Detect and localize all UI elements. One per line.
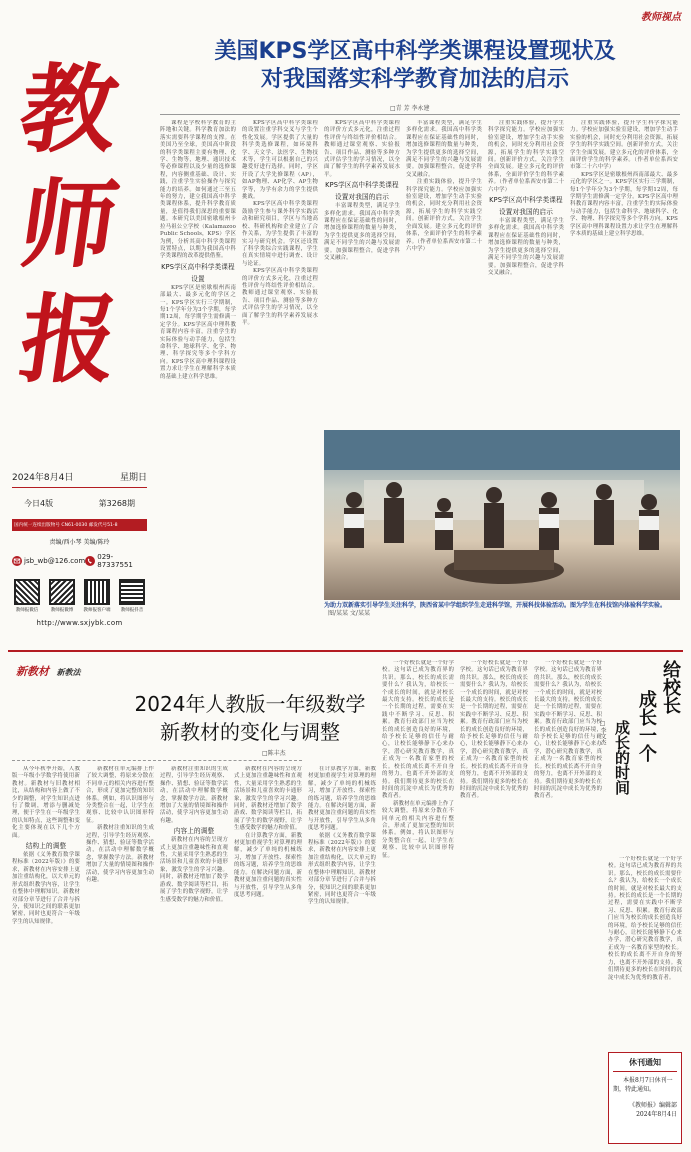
paragraph: 丰富课程类型，满足学生多样化需求。我国高中科学类课程应在保证基础性的同时，增加选修课程的数量与种类，为学生提供更多的选择空间，满足不同学生的兴趣与发展需要。加强课程整合，促进学科交叉融合。 xyxy=(406,120,482,178)
caption-credit: 图/某某 文/某某 xyxy=(328,610,370,617)
paragraph: 课程是学校科学教育的主阵地和关键。科学教育加法的落实需要科学课程的支撑。在美国乃至全球，美国高中阶段的科学类课程主要有物理、化学、生物等，地理、通识技术等必修课程以及少量的选修课程，内容侧重基础、设计、实践，注重学生实验操作与探究能力的培养。如何通过三至五年的努力，建立我国高中科学类课程体系，提升科学教育质量，是值得我们深思的重要课题。本研究以美国密歇根州卡拉马祖公立学校（Kalamazoo Public Schools，KPS）学区为例，分析其高中科学类课程设置特点，以期为我国高中科学类课程的改革提供借鉴。 xyxy=(160,120,236,260)
bottom-col-1 xyxy=(12,766,80,1146)
paragraph: KPS学区高中科学类课程鼓励学生参与课外科学实践活动和研究项目，学区与当地高校、科研机构和企业建立了合作关系，为学生提供了丰富的实习与研究机会。学区还设置了科学类综合实践课程，学生在真实情境中进行调查、设计与论证。 xyxy=(242,201,318,267)
side-col-b xyxy=(534,660,602,1146)
qr-code-icon xyxy=(119,579,145,605)
top-col-3 xyxy=(324,120,400,420)
phone-contact xyxy=(85,553,147,569)
subhead: 内容上的调整 xyxy=(173,827,215,836)
qr-label: 教师报微博 xyxy=(50,608,74,613)
email-contact xyxy=(12,556,85,566)
section-logo-line1: 新教材 xyxy=(16,665,49,678)
caption-text: 为助力双新落实引导学生关注科学，陕西省某中学组织学生走进科学馆，开展科技体验活动。图为学生在科技馆内体验科学实验。 xyxy=(324,602,667,609)
top-col-5 xyxy=(488,120,564,420)
notice-title: 休刊通知 xyxy=(613,1057,677,1072)
masthead xyxy=(0,0,150,460)
side-col-c xyxy=(608,856,682,1046)
qr-block-2[interactable] xyxy=(47,579,77,613)
website-link[interactable]: http://www.sxjybk.com xyxy=(36,619,123,627)
bottom-title-line1: 2024年人教版一年级数学 xyxy=(134,692,366,716)
paragraph: 新教材在单元编排上作了较大调整，将原来分散在不同单元的相关内容进行整合，形成了更加完整的知识体系。例如，将认识图形与分类整合在一起，让学生在观察、比较中认识图形特征。 xyxy=(86,766,154,824)
paragraph: KPS学区是密歇根州西南部最大、最多元化的学区之一。KPS学区实行三学期制，每1个学年分为3个学期，每学期12周，每学期学生需修满一定学分。KPS学区高中理科教育课程内容丰富，注重学生的实际体验与动手能力，包括生命科学、地球科学、化学、物理、科学探究等多个学科方向。KPS学区高中理科课程设置力求让学生在理解科学本质的基础上建立科学思维。 xyxy=(570,171,678,238)
envelope-icon xyxy=(12,556,22,566)
top-col-4 xyxy=(406,120,482,420)
subhead: KPS学区高中科学类课程设置 xyxy=(161,262,235,283)
paragraph: 在计算教学方面，新教材更加重视学生对算理的理解，减少了单纯的机械练习，增加了开放性、探索性的练习题，培养学生的思维能力。在解决问题方面，新教材更加注重问题的真实性与开放性，引导学生从多角度思考问题。 xyxy=(308,766,376,832)
bottom-col-5 xyxy=(308,766,376,1146)
notice-box xyxy=(608,1052,682,1144)
qr-code-icon xyxy=(84,579,110,605)
top-article-rule xyxy=(160,114,680,115)
bottom-article-byline: □陈丰杰 xyxy=(262,750,286,757)
top-col-2 xyxy=(242,120,318,600)
section-logo-line2: 新教法 xyxy=(56,667,81,677)
side-column-byline: □李文杰 xyxy=(599,720,606,745)
paragraph: 依据《义务教育数学课程标准（2022年版）》的要求，新教材在内容安排上更加注重结构化，以大单元的形式组织教学内容，让学生在整体中理解知识。新教材对部分章节进行了合并与拆分，使知识之间的联系更加紧密，同时也更符合一年级学生的认知规律。 xyxy=(12,852,80,925)
qr-block-1[interactable] xyxy=(12,579,42,613)
paragraph: 注重实践体验，提升学生科学探究能力。学校应加强实验室建设，增加学生动手实验的机会，同时充分利用社会资源，拓展学生的科学实践空间。创新评价方式，关注学生全面发展。建立多元化的评价体系，全面评价学生的科学素养。（作者单位系西安市第二十六中学） xyxy=(570,120,678,171)
paragraph: 一个好校长就是一个好学校。这句话已成为教育界的共识。那么，校长的成长需要什么？我认为，给校长一个成长的时间，就是对校长最大的支持。校长的成长是一个长期的过程，需要在实践中不断学习、反思、积累。教育行政部门应当为校长的成长创造良好的环境，给予校长足够的信任与耐心，让校长能够静下心来办学，潜心研究教育教学，真正成为一名教育家型的校长。校长的成长离不开自身的努力，也离不开外部的支持。我们期待更多的校长在时间的沉淀中成长为优秀的教育者。 xyxy=(382,660,454,800)
photo-scene xyxy=(324,430,680,600)
paragraph: 在计算教学方面，新教材更加重视学生对算理的理解，减少了单纯的机械练习，增加了开放性、探索性的练习题，培养学生的思维能力。在解决问题方面，新教材更加注重问题的真实性与开放性，引导学生从多角度思考问题。 xyxy=(234,832,302,898)
qr-label: 教师报微信 xyxy=(15,608,39,613)
side-column-title xyxy=(608,660,680,850)
issue-number: 第3268期 xyxy=(98,499,135,508)
top-article-title xyxy=(150,38,680,94)
paragraph: 一个好校长就是一个好学校。这句话已成为教育界的共识。那么，校长的成长需要什么？我认为，给校长一个成长的时间，就是对校长最大的支持。校长的成长是一个长期的过程，需要在实践中不断学习、反思、积累。教育行政部门应当为校长的成长创造良好的环境，给予校长足够的信任与耐心，让校长能够静下心来办学，潜心研究教育教学，真正成为一名教育家型的校长。校长的成长离不开自身的努力，也离不开外部的支持。我们期待更多的校长在时间的沉淀中成长为优秀的教育者。 xyxy=(534,660,602,800)
corner-tag: 教师视点 xyxy=(641,12,681,23)
pages-row xyxy=(12,498,147,509)
paragraph: 新教材在内容的呈现方式上更加注重趣味性和直观性，大量采用学生熟悉的生活场景和儿童喜欢的卡通形象，激发学生的学习兴趣。同时，新教材还增加了数学游戏、数学阅读等栏目，拓展了学生的数学视野，让学生感受数学的魅力和价值。 xyxy=(234,766,302,832)
qr-code-icon xyxy=(49,579,75,605)
side-title-line2: 成长一个 xyxy=(636,690,657,762)
issue-date-row xyxy=(12,470,147,488)
side-title-line1: 给校长 xyxy=(660,660,681,714)
notice-date: 2024年8月4日 xyxy=(636,1111,677,1118)
qr-row xyxy=(12,579,147,613)
paragraph: 一个好校长就是一个好学校。这句话已成为教育界的共识。那么，校长的成长需要什么？我认为，给校长一个成长的时间，就是对校长最大的支持。校长的成长是一个长期的过程，需要在实践中不断学习、反思、积累。教育行政部门应当为校长的成长创造良好的环境，给予校长足够的信任与耐心，让校长能够静下心来办学，潜心研究教育教学，真正成为一名教育家型的校长。校长的成长离不开自身的努力，也离不开外部的支持。我们期待更多的校长在时间的沉淀中成长为优秀的教育者。 xyxy=(460,660,528,800)
paragraph: KPS学区高中科学类课程的评价方式多元化，注重过程性评价与终结性评价相结合。教师通过课堂观察、实验报告、项目作品、测验等多种方式评估学生的学习情况，以全面了解学生的科学素养发展水平。 xyxy=(324,120,400,178)
left-info-panel xyxy=(12,470,147,627)
top-title-line1: 美国KPS学区高中科学类课程设置现状及 xyxy=(214,39,616,64)
phone-text[interactable]: 029-87337551 xyxy=(97,553,133,569)
qr-block-3[interactable] xyxy=(82,579,112,613)
subhead: KPS学区高中科学类课程设置对我国的启示 xyxy=(325,181,399,202)
editor-line: 责编/西小琴 美编/陈玲 xyxy=(49,539,110,546)
notice-text: 本报8月7日休刊一期，特此通知。 xyxy=(613,1077,673,1093)
contact-row xyxy=(12,553,147,569)
photo-caption xyxy=(324,602,680,618)
paragraph: 新教材在内容的呈现方式上更加注重趣味性和直观性，大量采用学生熟悉的生活场景和儿童喜欢的卡通形象，激发学生的学习兴趣。同时，新教材还增加了数学游戏、数学阅读等栏目，拓展了学生的数学视野，让学生感受数学的魅力和价值。 xyxy=(160,837,228,903)
top-col-6 xyxy=(570,120,678,420)
cn-line: 国内统一连续出版物号 CN61-0030 邮发代号51-8 xyxy=(12,519,147,531)
news-photo xyxy=(324,430,680,600)
issue-date: 2024年8月4日 xyxy=(12,473,74,483)
section-divider xyxy=(8,650,683,652)
paragraph: 从今年秋季开始，人教版一年级小学数学将使用新教材。新教材与旧教材相比，从结构和内容上做了不少的调整，对学生知识点进行了微调，增添与删减处理，便于学生在一年级学生的认知特点，这些调整和变化主要体现在以下几个方面。 xyxy=(12,766,80,839)
bottom-col-4 xyxy=(234,766,302,1146)
bottom-col-3 xyxy=(160,766,228,1146)
subhead: 结构上的调整 xyxy=(25,842,67,851)
paragraph: KPS学区是密歇根州西南部最大、最多元化的学区之一。KPS学区实行三学期制，每1个学年分为3个学期，每学期12周，每学期学生需修满一定学分。KPS学区高中理科教育课程内容丰富，注重学生的实际体验与动手能力，包括生命科学、地球科学、化学、物理、科学探究等多个学科方向。KPS学区高中理科课程设置力求让学生在理解科学本质的基础上建立科学思维。 xyxy=(160,284,236,380)
bottom-byline-rule xyxy=(12,760,302,761)
page-count: 今日4版 xyxy=(24,499,54,508)
side-col-a xyxy=(460,660,528,1146)
paragraph: 注重实践体验，提升学生科学探究能力。学校应加强实验室建设，增加学生动手实验的机会，同时充分利用社会资源，拓展学生的科学实践空间。创新评价方式，关注学生全面发展。建立多元化的评价体系，全面评价学生的科学素养。（作者单位系西安市第二十六中学） xyxy=(406,179,482,252)
top-col-1 xyxy=(160,120,236,600)
paragraph: 注重实践体验，提升学生科学探究能力。学校应加强实验室建设，增加学生动手实验的机会，同时充分利用社会资源，拓展学生的科学实践空间。创新评价方式，关注学生全面发展。建立多元化的评价体系，全面评价学生的科学素养。（作者单位系西安市第二十六中学） xyxy=(488,120,564,193)
bottom-col-6 xyxy=(382,660,454,1146)
masthead-char-3: 报 xyxy=(13,283,126,396)
paragraph: KPS学区高中科学类课程的设置注重学科交叉与学生个性化发展。学区提供了大量的科学类选修课程，如环境科学、天文学、法医学、生物技术等，学生可以根据自己的兴趣爱好进行选择。同时，学区开设了大学先修课程（AP），如AP物理、AP化学、AP生物学等，为学有余力的学生提供挑战。 xyxy=(242,120,318,201)
masthead-char-1: 教 xyxy=(13,53,126,166)
top-article-byline: □青 芳 李永建 xyxy=(390,105,430,112)
qr-label: 教师报客户端 xyxy=(83,608,111,613)
subhead: KPS学区高中科学类课程设置对我国的启示 xyxy=(489,196,563,217)
bottom-col-2 xyxy=(86,766,154,1146)
paragraph: 一个好校长就是一个好学校。这句话已成为教育界的共识。那么，校长的成长需要什么？我认为，给校长一个成长的时间，就是对校长最大的支持。校长的成长是一个长期的过程，需要在实践中不断学习、反思、积累。教育行政部门应当为校长的成长创造良好的环境，给予校长足够的信任与耐心，让校长能够静下心来办学，潜心研究教育教学，真正成为一名教育家型的校长。校长的成长离不开自身的努力，也离不开外部的支持。我们期待更多的校长在时间的沉淀中成长为优秀的教育者。 xyxy=(608,856,682,981)
paragraph: 新教材在单元编排上作了较大调整，将原来分散在不同单元的相关内容进行整合，形成了更加完整的知识体系。例如，将认识图形与分类整合在一起，让学生在观察、比较中认识图形特征。 xyxy=(382,800,454,859)
qr-label: 教师报抖音 xyxy=(120,608,144,613)
qr-code-icon xyxy=(14,579,40,605)
paragraph: 丰富课程类型，满足学生多样化需求。我国高中科学类课程应在保证基础性的同时，增加选修课程的数量与种类，为学生提供更多的选择空间，满足不同学生的兴趣与发展需要。加强课程整合，促进学科交叉融合。 xyxy=(488,218,564,276)
top-title-line2: 对我国落实科学教育加法的启示 xyxy=(260,67,569,92)
side-title-line3: 成长的时间 xyxy=(613,720,631,795)
section-logo xyxy=(16,660,81,679)
email-text[interactable]: jsb_wb@126.com xyxy=(24,557,86,565)
paragraph: 丰富课程类型，满足学生多样化需求。我国高中科学类课程应在保证基础性的同时，增加选修课程的数量与种类，为学生提供更多的选择空间，满足不同学生的兴趣与发展需要。加强课程整合，促进学科交叉融合。 xyxy=(324,203,400,262)
notice-sign: 《教师报》编辑部 xyxy=(628,1102,677,1109)
paragraph: 新教材注重知识的生成过程，引导学生经历观察、操作、猜想、验证等数学活动，在活动中理解数学概念，掌握数学方法。新教材增加了大量的情境图和操作活动，使学习内容更加生动有趣。 xyxy=(160,766,228,824)
issue-weekday: 星期日 xyxy=(119,473,147,483)
paragraph: KPS学区高中科学类课程的评价方式多元化，注重过程性评价与终结性评价相结合。教师通过课堂观察、实验报告、项目作品、测验等多种方式评估学生的学习情况，以全面了解学生的科学素养发展水平。 xyxy=(242,268,318,326)
masthead-char-2: 师 xyxy=(13,168,126,281)
bottom-title-line2: 新教材的变化与调整 xyxy=(160,720,340,744)
phone-icon xyxy=(85,556,95,566)
paragraph: 依据《义务教育数学课程标准（2022年版）》的要求，新教材在内容安排上更加注重结构化，以大单元的形式组织教学内容，让学生在整体中理解知识。新教材对部分章节进行了合并与拆分，使知识之间的联系更加紧密，同时也更符合一年级学生的认知规律。 xyxy=(308,832,376,906)
paragraph: 新教材注重知识的生成过程，引导学生经历观察、操作、猜想、验证等数学活动，在活动中理解数学概念，掌握数学方法。新教材增加了大量的情境图和操作活动，使学习内容更加生动有趣。 xyxy=(86,825,154,884)
qr-block-4[interactable] xyxy=(117,579,147,613)
